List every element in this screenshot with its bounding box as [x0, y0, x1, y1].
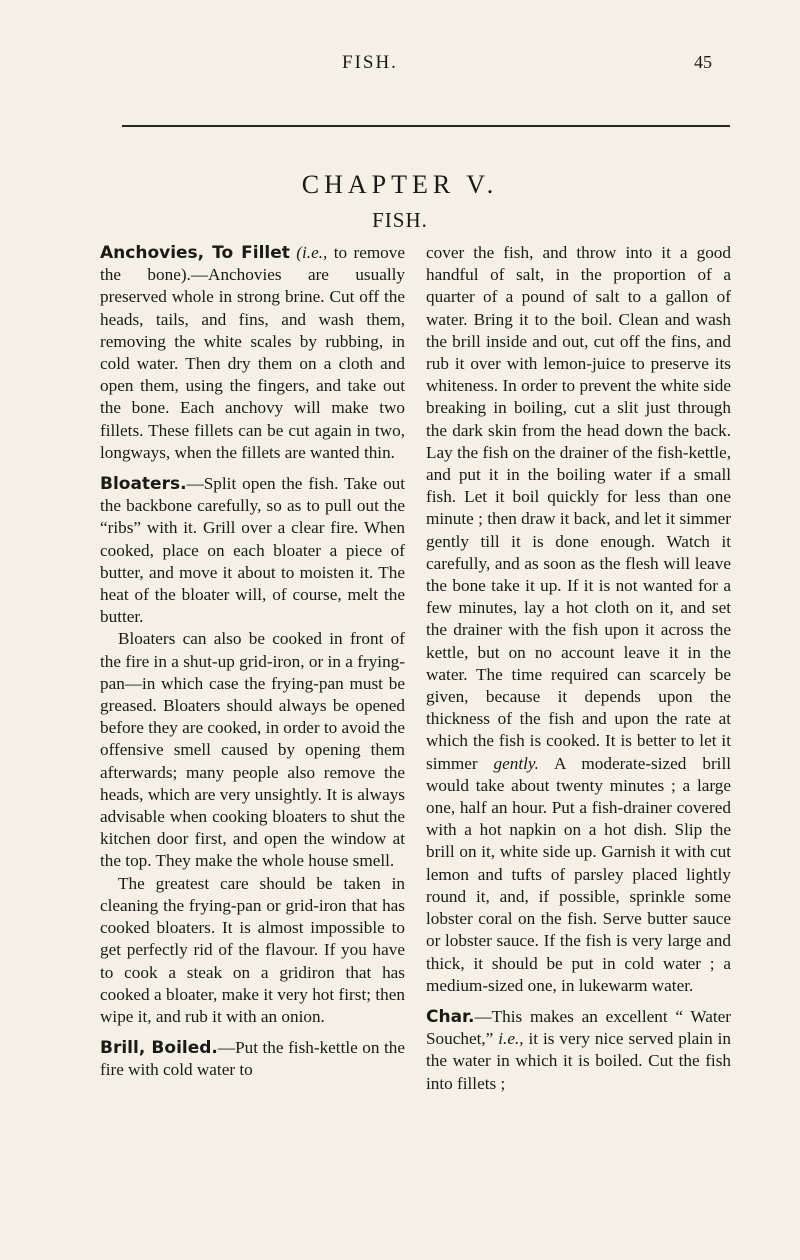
page-number: 45 [694, 52, 712, 72]
entry-heading: Bloaters. [100, 474, 187, 495]
paragraph: The greatest care should be taken in cleaning the frying-pan or grid-iron that has cooked bloaters. It is almost impossible to get perfectly rid of the flavour. If you have to cook a steak on a gridiron that has cooked a bloater, make it very hot first; then wipe it, and rub it with an onion. [100, 873, 405, 1026]
entry-brill-continued [426, 242, 731, 997]
heading-note: (i.e., [296, 243, 328, 262]
running-head: FISH. [342, 52, 398, 73]
chapter-title: CHAPTER V. [301, 170, 499, 199]
entry-heading: Brill, Boiled. [100, 1038, 218, 1059]
entry-body: —This makes an excellent “ Water Souchet,” [426, 1006, 731, 1049]
entry-body: A moderate-sized brill would take about twenty minutes ; a large one, half an hour. Put a fish-drainer covered with a hot napkin on a hot dish. Slip the brill on it, white side up. Garnish it with cut lemon and tufts of parsley placed lightly round it, and, if possible, sprinkle some lobster coral on the fish. Serve butter sauce or lobster sauce. If the fish is very large and thick, it should be put in cold water ; a medium-sized one, in lukewarm water. [426, 753, 731, 995]
entry-body: it is very nice served plain in the water in which it is boiled. Cut the fish into fillets ; [426, 1029, 731, 1093]
emphasis: i.e., [498, 1029, 524, 1049]
entry-body: cover the fish, and throw into it a good handful of salt, in the proportion of a quarter of a pound of salt to a gallon of water. Bring it to the boil. Clean and wash the brill inside and out, cut off the fins, and rub it over with lemon-juice to preserve its whiteness. In order to prevent the white side breaking in boiling, cut a slit just through the dark skin from the head down the back. Lay the fish on the drainer of the fish-kettle, and put it in the boiling water if a small fish. Let it boil quickly for less than one minute ; then draw it back, and let it simmer gently till it is done enough. Watch it carefully, and as soon as the flesh will leave the bone take it up. If it is not wanted for a few minutes, lay a hot cloth on it, and set the drainer with the fish upon it across the kettle, but on no account leave it in the water. The time required can scarcely be given, because it depends upon the thickness of the fish and upon the rate at which the fish is cooked. It is better to let it simmer [426, 243, 731, 773]
entry-char [426, 1006, 731, 1095]
chapter-subtitle: FISH. [372, 208, 428, 232]
emphasis: gently. [493, 753, 539, 773]
entry-brill [100, 1037, 405, 1081]
entry-heading: Char. [426, 1006, 475, 1027]
entry-body: to remove the bone).—Anchovies are usually preserved whole in strong brine. Cut off the heads, tails, and fins, and wash them, removing the white scales by rubbing, in cold water. Then dry them on a cloth and open them, using the fingers, and take out the bone. Each anchovy will make two fillets. These fillets can be cut again in two, longways, when the fillets are wanted thin. [100, 243, 406, 462]
entry-body: —Split open the fish. Take out the backbone carefully, so as to pull out the “ribs” with it. Grill over a clear fire. When cooked, place on each bloater a piece of butter, and move it about to moisten it. The heat of the bloater will, of course, melt the butter. [100, 474, 405, 627]
page-header [0, 52, 800, 92]
paragraph: Bloaters can also be cooked in front of the fire in a shut-up grid-iron, or in a frying-pan—in which case the frying-pan must be greased. Bloaters should always be opened before they are cooked, in order to avoid the offensive smell caused by opening them afterwards; many people also remove the heads, which are very unsightly. It is always advisable when cooking bloaters to shut the kitchen door first, and open the window at the top. They make the whole house smell. [100, 629, 405, 871]
right-column [426, 242, 731, 1095]
left-column [100, 242, 405, 1082]
entry-bloaters [100, 473, 405, 628]
entry-heading: Anchovies, To Fillet [100, 243, 290, 263]
entry-anchovies [100, 242, 405, 464]
entry-body: —Put the fish-kettle on the fire with cold water to [100, 1038, 405, 1080]
header-rule [122, 125, 730, 127]
